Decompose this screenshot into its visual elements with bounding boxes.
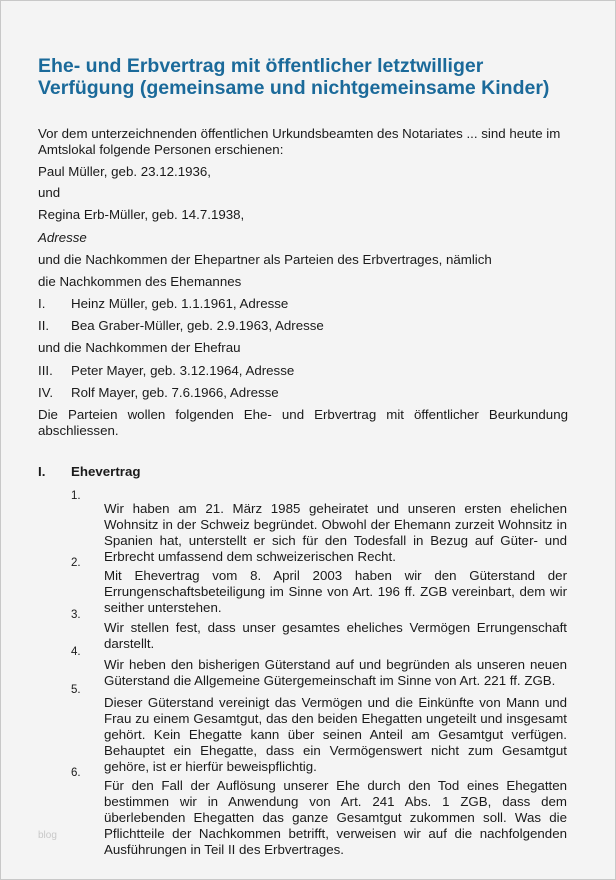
document-title: Ehe- und Erbvertrag mit öffentlicher letztwilliger Verfügung (gemeinsame und nichtgemeinsame Kinder) xyxy=(38,55,550,99)
item-text: Wir stellen fest, dass unser gesamtes eheliches Vermögen Errungenschaft darstellt. xyxy=(104,620,567,652)
child-number: I. xyxy=(38,296,46,311)
item-text: Wir haben am 21. März 1985 geheiratet und unseren ersten ehelichen Wohnsitz in der Schweiz begründet. Obwohl der Ehemann zurzeit Wohnsitz in Spanien hat, unterstellt er sich für den Todesfall in Bezug auf Güter- und Erbrecht umfassend dem schweizerischen Recht. xyxy=(104,501,567,565)
closing-paragraph: Die Parteien wollen folgenden Ehe- und Erbvertrag mit öffentlicher Beurkundung abschliessen. xyxy=(38,407,568,438)
child-number: III. xyxy=(38,363,53,378)
item-number: 1. xyxy=(71,490,81,502)
item-number: 3. xyxy=(71,609,81,621)
and-text: und xyxy=(38,185,61,200)
item-number: 6. xyxy=(71,767,81,779)
section-title: Ehevertrag xyxy=(71,464,141,479)
person-1: Paul Müller, geb. 23.12.1936, xyxy=(38,164,211,179)
child-entry: Bea Graber-Müller, geb. 2.9.1963, Adresse xyxy=(71,318,324,333)
descendants-intro: und die Nachkommen der Ehepartner als Parteien des Erbvertrages, nämlich xyxy=(38,252,492,267)
address-placeholder: Adresse xyxy=(38,230,87,245)
child-number: II. xyxy=(38,318,50,333)
item-number: 4. xyxy=(71,646,81,658)
item-text: Für den Fall der Auflösung unserer Ehe durch den Tod eines Ehegatten bestimmen wir in Anwendung von Art. 241 Abs. 1 ZGB, dass dem überlebenden Ehegatten das ganze Gesamtgut zukommen soll. Was die Pflichtteile der Nachkommen betrifft, verweisen wir auf die nachfolgenden Ausführungen in Teil II des Erbvertrages. xyxy=(104,778,567,858)
section-number: I. xyxy=(38,464,46,479)
person-2: Regina Erb-Müller, geb. 14.7.1938, xyxy=(38,207,245,222)
child-entry: Heinz Müller, geb. 1.1.1961, Adresse xyxy=(71,296,289,311)
item-number: 2. xyxy=(71,557,81,569)
child-entry: Rolf Mayer, geb. 7.6.1966, Adresse xyxy=(71,385,279,400)
husband-descendants-label: die Nachkommen des Ehemannes xyxy=(38,274,242,289)
child-entry: Peter Mayer, geb. 3.12.1964, Adresse xyxy=(71,363,295,378)
intro-paragraph: Vor dem unterzeichnenden öffentlichen Urkundsbeamten des Notariates ... sind heute im Amtslokal folgende Personen erschienen: xyxy=(38,126,561,157)
wife-descendants-label: und die Nachkommen der Ehefrau xyxy=(38,340,241,355)
child-number: IV. xyxy=(38,385,54,400)
item-number: 5. xyxy=(71,684,81,696)
item-text: Dieser Güterstand vereinigt das Vermögen und die Einkünfte von Mann und Frau zu einem Gesamtgut, das den beiden Ehegatten ungeteilt und insgesamt gehört. Kein Ehegatte kann über seinen Anteil am Gesamtgut verfügen. Behauptet ein Ehegatte, dass ein Vermögenswert nicht zum Gesamtgut gehöre, ist er hierfür beweispflichtig. xyxy=(104,695,567,775)
item-text: Mit Ehevertrag vom 8. April 2003 haben wir den Güterstand der Errungenschaftsbeteiligung im Sinne von Art. 196 ff. ZGB vereinbart, dem wir seither unterstehen. xyxy=(104,568,567,616)
watermark: blog xyxy=(38,830,57,841)
item-text: Wir heben den bisherigen Güterstand auf und begründen als unseren neuen Güterstand die Allgemeine Gütergemeinschaft im Sinne von Art. 221 ff. ZGB. xyxy=(104,657,567,689)
